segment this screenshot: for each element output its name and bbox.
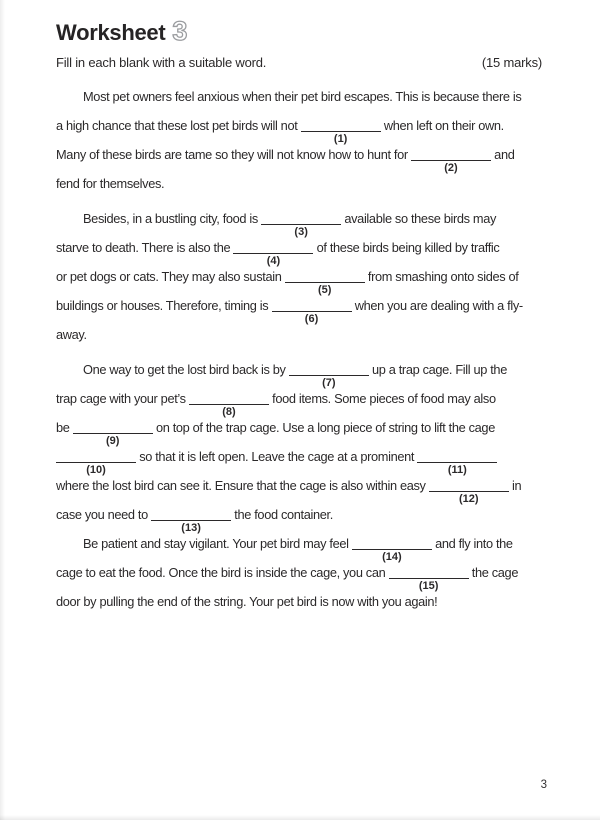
text-line bbox=[56, 140, 542, 174]
blank-number-label: (8) bbox=[222, 406, 236, 418]
text-segment: away. bbox=[56, 327, 87, 342]
text-segment: Many of these birds are tame so they will not know how to hunt for bbox=[56, 147, 411, 162]
answer-blank bbox=[285, 268, 365, 296]
page-number: 3 bbox=[540, 779, 547, 791]
answer-blank bbox=[411, 146, 491, 174]
text-segment: on top of the trap cage. Use a long piece of string to lift the cage bbox=[152, 420, 495, 435]
instruction-row bbox=[56, 55, 542, 70]
text-segment: a high chance that these lost pet birds will not bbox=[56, 118, 301, 133]
text-segment: door by pulling the end of the string. Your pet bird is now with you again! bbox=[56, 594, 438, 609]
worksheet-title: Worksheet bbox=[56, 20, 166, 45]
answer-blank bbox=[261, 210, 341, 238]
answer-blank bbox=[151, 506, 231, 534]
blank-number-label: (14) bbox=[382, 551, 402, 563]
text-segment: the food container. bbox=[231, 507, 333, 522]
page-bottom-edge-shadow bbox=[0, 815, 600, 820]
blank-number-label: (1) bbox=[333, 133, 348, 145]
text-segment: the cage bbox=[468, 565, 519, 580]
text-line bbox=[56, 529, 542, 563]
blank-number-label: (3) bbox=[294, 226, 308, 238]
text-line bbox=[56, 82, 542, 111]
text-line bbox=[56, 204, 542, 238]
answer-blank bbox=[389, 564, 469, 592]
text-segment: be bbox=[56, 420, 73, 435]
passage bbox=[56, 82, 542, 616]
paragraph bbox=[56, 204, 542, 349]
text-segment: available so these birds may bbox=[341, 211, 497, 226]
blank-number-label: (7) bbox=[322, 377, 336, 389]
blank-number-label: (15) bbox=[418, 580, 439, 592]
blank-number-label: (10) bbox=[86, 464, 106, 476]
paragraph bbox=[56, 529, 542, 616]
marks-label: (15 marks) bbox=[481, 55, 542, 70]
worksheet-header bbox=[56, 16, 187, 47]
text-segment: cage to eat the food. Once the bird is inside the cage, you can bbox=[56, 565, 389, 580]
answer-blank bbox=[429, 477, 509, 505]
text-segment: fend for themselves. bbox=[56, 176, 165, 191]
blank-number-label: (9) bbox=[106, 435, 120, 447]
text-line bbox=[56, 111, 542, 145]
text-segment: Most pet owners feel anxious when their pet bird escapes. This is because there is bbox=[83, 89, 522, 104]
text-segment: Besides, in a bustling city, food is bbox=[83, 211, 262, 226]
text-line bbox=[56, 587, 542, 616]
text-segment: when left on their own. bbox=[380, 118, 504, 133]
text-segment: starve to death. There is also the bbox=[56, 240, 234, 255]
text-segment: from smashing onto sides of bbox=[364, 269, 519, 284]
text-segment: trap cage with your pet’s bbox=[56, 391, 189, 406]
blank-number-label: (6) bbox=[304, 313, 319, 325]
answer-blank bbox=[352, 535, 432, 563]
text-segment: so that it is left open. Leave the cage at a prominent bbox=[136, 449, 418, 464]
answer-blank bbox=[56, 448, 136, 476]
text-segment: food items. Some pieces of food may also bbox=[268, 391, 496, 406]
text-segment: when you are dealing with a fly- bbox=[351, 298, 523, 313]
answer-blank bbox=[301, 117, 381, 145]
text-segment: and fly into the bbox=[431, 536, 513, 551]
text-segment: and bbox=[490, 147, 515, 162]
paragraph bbox=[56, 82, 542, 198]
text-segment: of these birds being killed by traffic bbox=[313, 240, 500, 255]
blank-number-label: (12) bbox=[459, 493, 479, 505]
text-segment: One way to get the lost bird back is by bbox=[83, 362, 289, 377]
text-segment: up a trap cage. Fill up the bbox=[368, 362, 507, 377]
text-segment: where the lost bird can see it. Ensure that the cage is also within easy bbox=[56, 478, 429, 493]
answer-blank bbox=[417, 448, 497, 476]
text-line bbox=[56, 355, 542, 389]
answer-blank bbox=[233, 239, 313, 267]
page-left-edge-shadow bbox=[0, 0, 5, 820]
text-line bbox=[56, 558, 542, 592]
worksheet-number: 3 bbox=[172, 16, 188, 46]
blank-number-label: (11) bbox=[447, 464, 467, 476]
text-segment: in bbox=[508, 478, 522, 493]
text-line bbox=[56, 413, 542, 447]
answer-blank bbox=[73, 419, 153, 447]
text-segment: case you need to bbox=[56, 507, 152, 522]
instruction-text: Fill in each blank with a suitable word. bbox=[56, 55, 267, 70]
paragraph bbox=[56, 355, 542, 534]
blank-number-label: (2) bbox=[444, 162, 458, 174]
blank-number-label: (13) bbox=[181, 522, 201, 534]
answer-blank bbox=[289, 361, 369, 389]
text-segment: Be patient and stay vigilant. Your pet bird may feel bbox=[83, 536, 352, 551]
text-segment: or pet dogs or cats. They may also sustain bbox=[56, 269, 285, 284]
text-segment: buildings or houses. Therefore, timing is bbox=[56, 298, 272, 313]
blank-number-label: (4) bbox=[266, 255, 281, 267]
answer-blank bbox=[189, 390, 269, 418]
blank-number-label: (5) bbox=[317, 284, 332, 296]
answer-blank bbox=[272, 297, 352, 325]
